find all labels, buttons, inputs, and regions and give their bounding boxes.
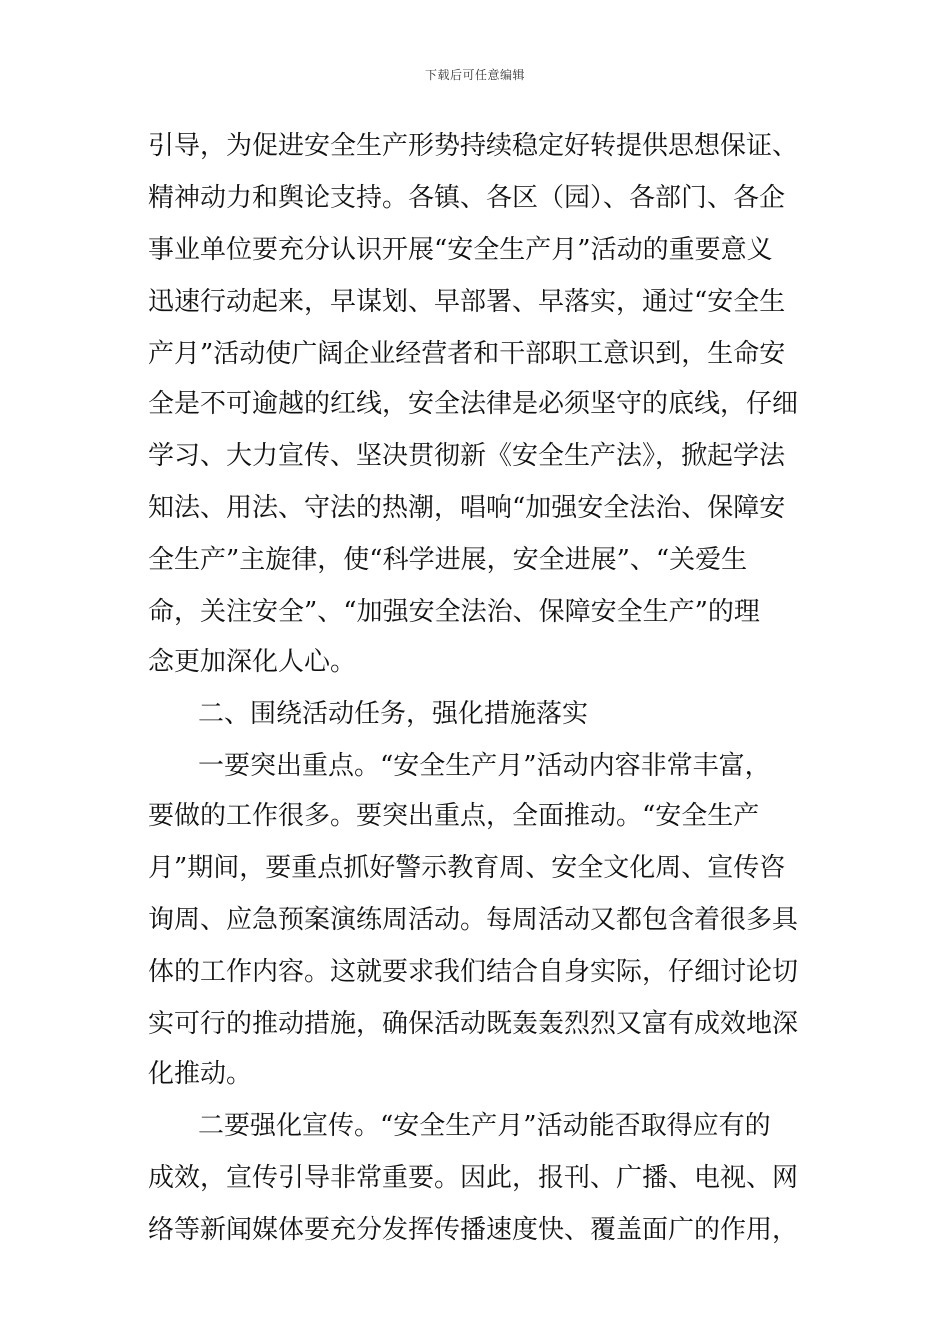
text-line: 命，关注安全”、“加强安全法治、保障安全生产”的理 — [148, 597, 760, 627]
section-heading: 二、围绕活动任务，强化措施落实 — [198, 699, 589, 729]
text-line: 要做的工作很多。要突出重点，全面推动。“安全生产 — [148, 801, 760, 831]
text-line: 迅速行动起来，早谋划、早部署、早落实，通过“安全生 — [148, 287, 786, 317]
text-line: 学习、大力宣传、坚决贯彻新《安全生产法》，掀起学法 — [148, 441, 786, 471]
text-line: 询周、应急预案演练周活动。每周活动又都包含着很多具 — [148, 905, 799, 935]
text-line: 事业单位要充分认识开展“安全生产月”活动的重要意义 — [148, 235, 773, 265]
text-line: 一要突出重点。“安全生产月”活动内容非常丰富， — [198, 751, 771, 781]
text-line: 精神动力和舆论支持。各镇、各区（园）、各部门、各企 — [148, 183, 786, 213]
text-line: 知法、用法、守法的热潮，唱响“加强安全法治、保障安 — [148, 493, 786, 523]
text-line: 成效，宣传引导非常重要。因此，报刊、广播、电视、网 — [148, 1163, 799, 1193]
text-line: 实可行的推动措施，确保活动既轰轰烈烈又富有成效地深 — [148, 1009, 799, 1039]
text-line: 念更加深化人心。 — [148, 647, 357, 677]
text-line: 二要强化宣传。“安全生产月”活动能否取得应有的 — [198, 1111, 771, 1141]
text-line: 全是不可逾越的红线，安全法律是必须坚守的底线，仔细 — [148, 389, 799, 419]
page-header: 下载后可任意编辑 — [424, 68, 525, 82]
text-line: 引导，为促进安全生产形势持续稳定好转提供思想保证、 — [148, 131, 799, 161]
text-line: 化推动。 — [148, 1059, 253, 1089]
text-line: 全生产”主旋律，使“科学进展，安全进展”、“关爱生 — [148, 545, 748, 575]
text-line: 络等新闻媒体要充分发挥传播速度快、覆盖面广的作用， — [148, 1215, 799, 1245]
text-line: 产月”活动使广阔企业经营者和干部职工意识到，生命安 — [148, 339, 786, 369]
text-line: 月”期间，要重点抓好警示教育周、安全文化周、宣传咨 — [148, 853, 786, 883]
text-line: 体的工作内容。这就要求我们结合自身实际，仔细讨论切 — [148, 957, 799, 987]
